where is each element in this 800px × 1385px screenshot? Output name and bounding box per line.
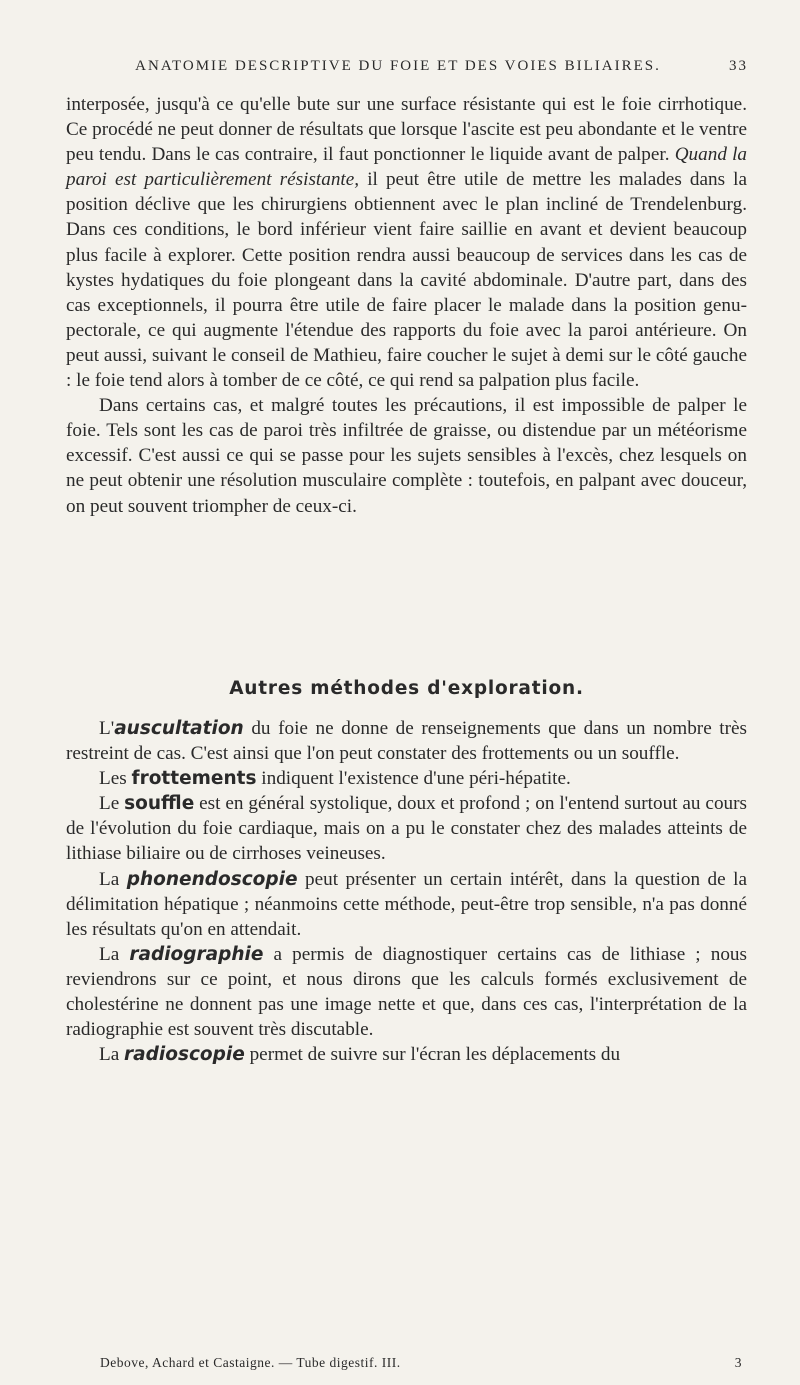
text-run: peut présenter un certain intérêt, dans la question de la délimitation hépatique ; néanmoins cette méthode, peut-être trop sensible, n'a pas donné les résultats qu'on en attendait. bbox=[66, 868, 747, 940]
paragraph bbox=[66, 766, 747, 791]
page-footer bbox=[100, 1355, 742, 1371]
text-run: interposée, jusqu'à ce qu'elle bute sur une surface résistante qui est le foie cirrhotique. Ce procédé ne peut donner de résultats que lorsque l'ascite est peu abondante et le ventre peu tendu. Dans le cas contraire, il faut ponctionner le liquide avant de palper. bbox=[66, 94, 747, 166]
term-phonendoscopie: phonendoscopie bbox=[126, 868, 298, 890]
text-run: L' bbox=[99, 718, 115, 739]
paragraph: Dans certains cas, et malgré toutes les précautions, il est impossible de palper le foie. Tels sont les cas de paroi très infiltrée de graisse, ou distendue par un météorisme excessif. C'est aussi ce qui se passe pour les sujets sensibles à l'excès, chez lesquels on ne peut obtenir une résolution musculaire complète : toutefois, en palpant avec douceur, on peut souvent triompher de ceux-ci. bbox=[66, 395, 747, 517]
footer-citation: Debove, Achard et Castaigne. — Tube digestif. III. bbox=[100, 1355, 401, 1370]
term-auscultation: auscultation bbox=[114, 718, 244, 739]
text-run: indiquent l'existence d'une péri-hépatite. bbox=[256, 768, 571, 790]
section-palpation-text bbox=[66, 92, 747, 519]
term-frottements: frottements bbox=[131, 768, 257, 790]
text-run: La bbox=[99, 943, 130, 965]
text-run: La bbox=[99, 1044, 125, 1066]
signature-mark: 3 bbox=[734, 1355, 742, 1370]
emphasis-text: Quand la paroi est particulièrement résistante, bbox=[66, 144, 747, 191]
text-run: Les bbox=[99, 768, 132, 790]
text-run: il peut être utile de mettre les malades dans la position déclive que les chirurgiens obtiennent avec le plan incliné de Trendelenburg. Dans ces conditions, le bord inférieur vient faire saillie en avant et devient beaucoup plus facile à explorer. Cette position rendra aussi beaucoup de services dans les cas de kystes hydatiques du foie plongeant dans la cavité abdominale. D'autre part, dans des cas exceptionnels, il pourra être utile de faire placer le malade dans la position genu-pectorale, ce qui augmente l'étendue des rapports du foie avec la paroi antérieure. On peut aussi, suivant le conseil de Mathieu, faire coucher le sujet à demi sur le côté gauche : le foie tend alors à tomber de ce côté, ce qui rend sa palpation plus facile. bbox=[66, 169, 748, 392]
text-run: permet de suivre sur l'écran les déplacements du bbox=[244, 1044, 621, 1066]
text-run: du foie ne donne de renseignements que dans un nombre très restreint de cas. C'est ainsi que l'on peut constater des frottements ou un souffle. bbox=[66, 718, 747, 765]
page-number: 33 bbox=[729, 58, 748, 74]
term-radioscopie: radioscopie bbox=[124, 1044, 245, 1066]
text-run: a permis de diagnostiquer certains cas de lithiase ; nous reviendrons sur ce point, et nous dirons que les calculs formés exclusivement de cholestérine ne donnent pas une image nette et que, dans ces cas, l'interprétation de la radiographie est souvent très discutable. bbox=[66, 943, 747, 1041]
paragraph bbox=[66, 1042, 747, 1067]
text-run: Le bbox=[99, 793, 125, 815]
running-title: ANATOMIE DESCRIPTIVE DU FOIE ET DES VOIES BILIAIRES. bbox=[135, 58, 661, 74]
text-run: La bbox=[99, 868, 127, 890]
term-radiographie: radiographie bbox=[129, 943, 264, 965]
paragraph bbox=[66, 791, 747, 866]
paragraph bbox=[66, 92, 747, 393]
text-run: est en général systolique, doux et profond ; on l'entend surtout au cours de l'évolution du foie cardiaque, mais on a pu le constater chez des malades atteints de lithiase biliaire ou de cirrhoses veineuses. bbox=[66, 793, 747, 865]
paragraph bbox=[66, 716, 747, 766]
paragraph bbox=[66, 942, 747, 1042]
paragraph bbox=[66, 867, 747, 942]
section-heading: Autres méthodes d'exploration. bbox=[229, 678, 584, 699]
section-other-methods-text bbox=[66, 716, 747, 1067]
term-souffle: souffle bbox=[124, 793, 195, 815]
